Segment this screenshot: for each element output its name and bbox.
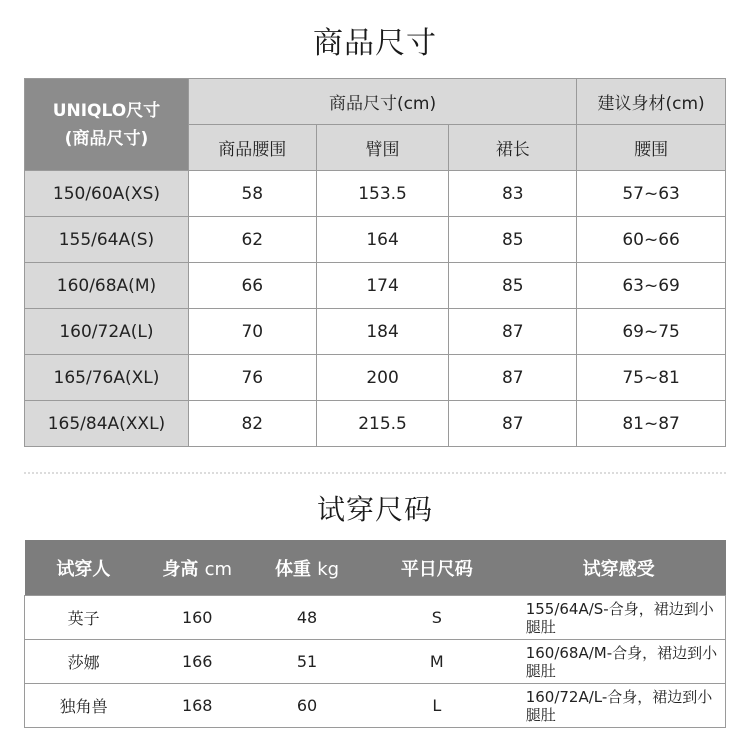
col-header-height (142, 540, 252, 596)
brand-size-header (25, 79, 189, 171)
skirt-length-cell: 85 (449, 217, 577, 263)
product-size-group-header: 商品尺寸(cm) (188, 79, 576, 125)
height-cell: 166 (142, 640, 252, 684)
usual-size-cell: M (362, 640, 512, 684)
weight-cell: 60 (252, 684, 362, 728)
skirt-length-cell: 83 (449, 171, 577, 217)
col-header-skirt-length: 裙长 (449, 125, 577, 171)
body-waist-cell: 60~66 (577, 217, 726, 263)
weight-cell: 51 (252, 640, 362, 684)
height-label: 身高 (162, 558, 199, 580)
body-waist-cell: 57~63 (577, 171, 726, 217)
product-size-label: (商品尺寸) (64, 128, 149, 149)
size-row (25, 263, 726, 309)
product-waist-cell: 58 (188, 171, 316, 217)
try-on-row (25, 596, 726, 640)
height-cell: 160 (142, 596, 252, 640)
skirt-length-cell: 87 (449, 355, 577, 401)
skirt-length-cell: 87 (449, 401, 577, 447)
size-cell: 160/72A(L) (25, 309, 189, 355)
product-waist-cell: 66 (188, 263, 316, 309)
arm-cell: 200 (316, 355, 449, 401)
size-cell: 150/60A(XS) (25, 171, 189, 217)
height-unit: cm (204, 558, 233, 580)
size-row (25, 309, 726, 355)
product-waist-cell: 76 (188, 355, 316, 401)
body-waist-cell: 75~81 (577, 355, 726, 401)
feel-cell: 160/72A/L-合身，裙边到小腿肚 (512, 684, 726, 728)
weight-label: 体重 (274, 558, 311, 580)
body-waist-cell: 81~87 (577, 401, 726, 447)
size-cell: 155/64A(S) (25, 217, 189, 263)
try-on-table (24, 540, 726, 728)
size-row (25, 171, 726, 217)
try-on-row (25, 640, 726, 684)
arm-cell: 153.5 (316, 171, 449, 217)
col-header-usual-size: 平日尺码 (362, 540, 512, 596)
person-cell: 独角兽 (25, 684, 143, 728)
arm-cell: 184 (316, 309, 449, 355)
feel-cell: 160/68A/M-合身，裙边到小腿肚 (512, 640, 726, 684)
person-cell: 英子 (25, 596, 143, 640)
size-cell: 165/84A(XXL) (25, 401, 189, 447)
arm-cell: 164 (316, 217, 449, 263)
body-waist-cell: 63~69 (577, 263, 726, 309)
col-header-person: 试穿人 (25, 540, 143, 596)
person-cell: 莎娜 (25, 640, 143, 684)
product-waist-cell: 70 (188, 309, 316, 355)
usual-size-cell: S (362, 596, 512, 640)
size-title: 商品尺寸 (313, 26, 437, 61)
col-header-arm: 臂围 (316, 125, 449, 171)
arm-cell: 174 (316, 263, 449, 309)
product-waist-cell: 82 (188, 401, 316, 447)
col-header-weight (252, 540, 362, 596)
product-waist-cell: 62 (188, 217, 316, 263)
size-chart-table (24, 78, 726, 447)
brand-size-label: UNIQLO尺寸 (52, 100, 161, 121)
try-on-title: 试穿尺码 (316, 493, 433, 526)
height-cell: 168 (142, 684, 252, 728)
weight-cell: 48 (252, 596, 362, 640)
size-row (25, 401, 726, 447)
size-cell: 160/68A(M) (25, 263, 189, 309)
size-row (25, 355, 726, 401)
skirt-length-cell: 87 (449, 309, 577, 355)
size-cell: 165/76A(XL) (25, 355, 189, 401)
size-row (25, 217, 726, 263)
try-on-row (25, 684, 726, 728)
usual-size-cell: L (362, 684, 512, 728)
col-header-body-waist: 腰围 (577, 125, 726, 171)
col-header-feel: 试穿感受 (512, 540, 726, 596)
section-divider (24, 466, 726, 474)
suggested-body-group-header: 建议身材(cm) (577, 79, 726, 125)
feel-cell: 155/64A/S-合身，裙边到小腿肚 (512, 596, 726, 640)
arm-cell: 215.5 (316, 401, 449, 447)
skirt-length-cell: 85 (449, 263, 577, 309)
body-waist-cell: 69~75 (577, 309, 726, 355)
weight-unit: kg (317, 558, 340, 580)
col-header-product-waist: 商品腰围 (188, 125, 316, 171)
